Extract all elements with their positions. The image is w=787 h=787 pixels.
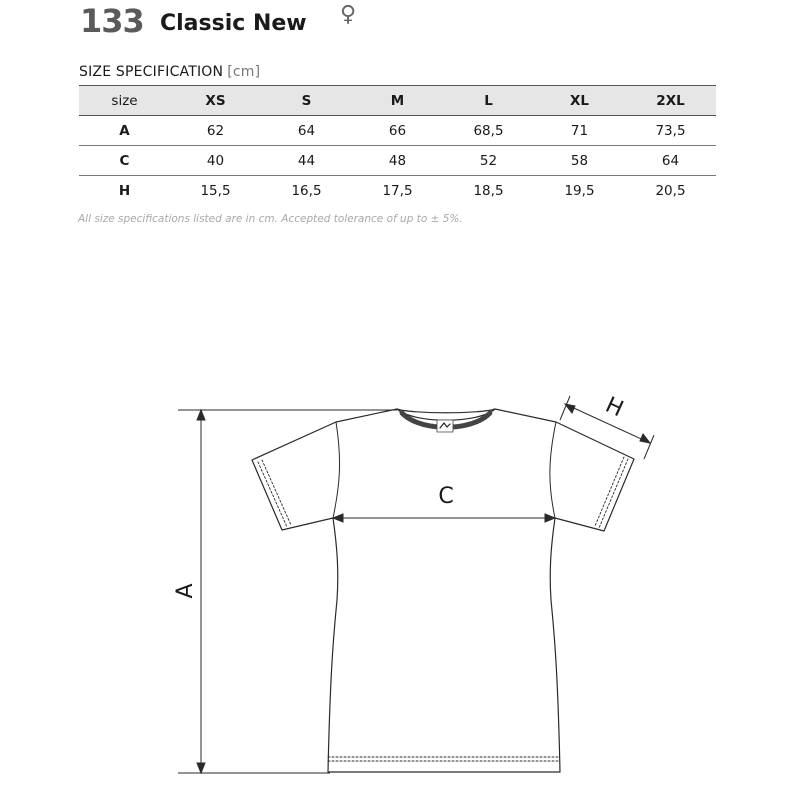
table-cell: 44 [261,146,352,176]
label-a: A [173,583,198,599]
col-header-size: size [79,86,170,116]
col-header-l: L [443,86,534,116]
table-cell: 18,5 [473,182,504,199]
model-number: 133 [80,2,144,40]
product-name: Classic New [160,11,307,36]
table-cell: 15,5 [200,182,231,199]
table-cell: 19,5 [564,182,595,199]
measure-a-line [178,410,397,773]
table-cell: 73,5 [625,116,716,146]
label-h: H [601,392,627,423]
size-header-row [79,86,716,116]
table-cell: 66 [352,116,443,146]
table-cell: 71 [534,116,625,146]
table-row-c [79,146,716,176]
table-cell: 48 [352,146,443,176]
table-cell: 62 [170,116,261,146]
row-label-a: A [79,116,170,146]
table-cell: 58 [534,146,625,176]
table-cell: 40 [170,146,261,176]
spec-title-text: SIZE SPECIFICATION [79,64,224,80]
table-cell: 52 [443,146,534,176]
table-cell: 68,5 [443,116,534,146]
col-header-s: S [261,86,352,116]
tshirt-outline-icon [252,409,634,772]
col-header-xl: XL [534,86,625,116]
size-table [79,85,716,205]
table-cell: 64 [261,116,352,146]
tshirt-measurement-diagram [0,380,787,787]
col-header-2xl: 2XL [625,86,716,116]
table-row-h [79,176,716,206]
label-c: C [438,484,454,509]
row-label-h: H [118,182,131,199]
table-cell: 64 [625,146,716,176]
table-cell: 20,5 [655,182,686,199]
table-row-a [79,116,716,146]
row-label-c: C [79,146,170,176]
table-cell: 16,5 [291,182,322,199]
tolerance-note: All size specifications listed are in cm. Accepted tolerance of up to ± 5%. [78,213,463,225]
female-icon: ♀ [340,2,357,27]
spec-title [79,64,260,80]
table-cell: 17,5 [382,182,413,199]
col-header-xs: XS [170,86,261,116]
spec-unit: [cm] [227,64,261,80]
measure-c-line [333,514,555,522]
col-header-m: M [352,86,443,116]
